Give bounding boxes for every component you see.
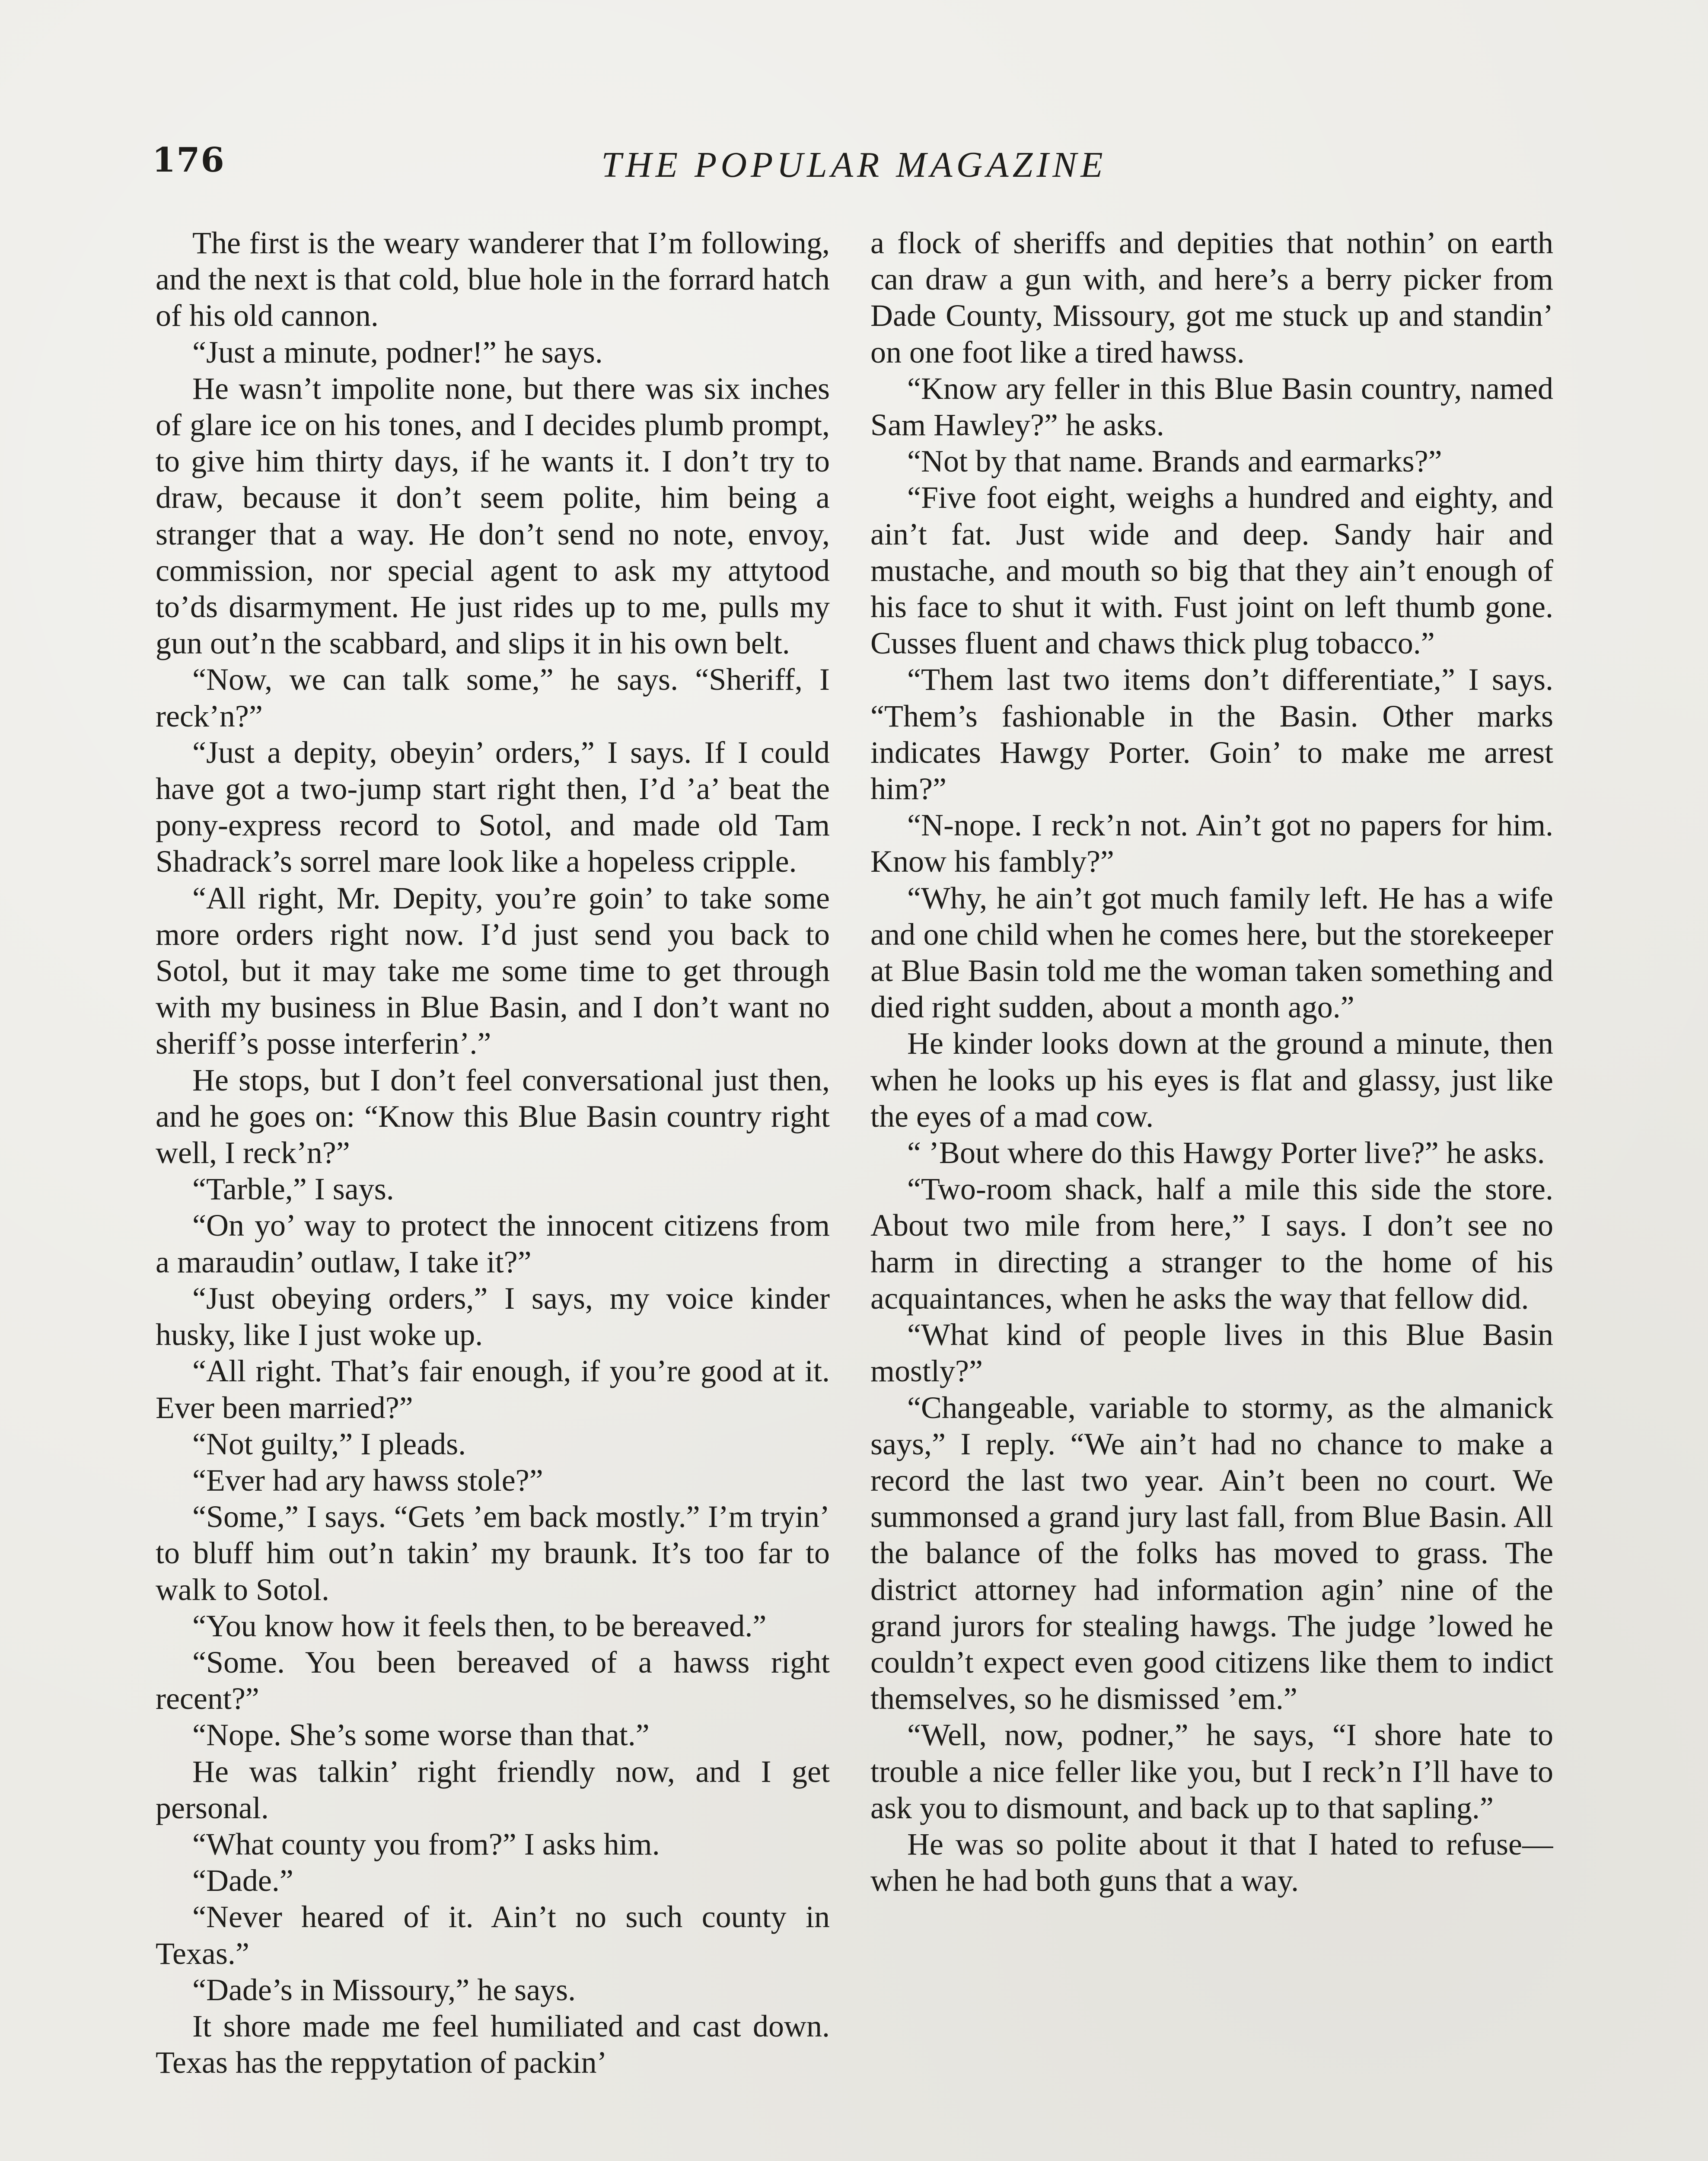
paragraph: “Nope. She’s some worse than that.”	[192, 1718, 650, 1753]
left-column	[156, 225, 830, 2161]
paragraph: “Five foot eight, weighs a hundred and eighty, and ain’t fat. Just wide and deep. Sandy hair and mustache, and mouth so big that they ain’t enough of his face to shut it with. Fust joint on left thumb gone. Cusses fluent and chaws thick plug tobacco.”	[870, 480, 1553, 661]
paragraph: “ ’Bout where do this Hawgy Porter live?” he asks.	[907, 1135, 1545, 1170]
paragraph: “Just a depity, obeyin’ orders,” I says. If I could have got a two-jump start right then, I’d ’a’ beat the pony-express record to Sotol, and made old Tam Shadrack’s sorrel mare look like a hopeless cripple.	[156, 735, 830, 879]
paragraph: “Just a minute, podner!” he says.	[192, 335, 603, 370]
paragraph: “Changeable, variable to stormy, as the almanick says,” I reply. “We ain’t had no chance to make a record the last two year. Ain’t been no court. We summonsed a grand jury last fall, from Blue Basin. All the balance of the folks has moved to grass. The district attorney had information agin’ nine of the grand jurors for stealing hawgs. The judge ’lowed he couldn’t expect even good citizens like them to indict themselves, so he dismissed ’em.”	[870, 1390, 1553, 1716]
paragraph: The first is the weary wanderer that I’m following, and the next is that cold, blue hole in the forrard hatch of his old cannon.	[156, 226, 830, 333]
paragraph: “Some,” I says. “Gets ’em back mostly.” I’m tryin’ to bluff him out’n takin’ my braunk. It’s too far to walk to Sotol.	[156, 1499, 830, 1607]
paragraph: “Dade.”	[192, 1863, 293, 1898]
paragraph: He was talkin’ right friendly now, and I get personal.	[156, 1754, 830, 1825]
right-column	[870, 225, 1553, 2161]
paragraph: “All right. That’s fair enough, if you’re good at it. Ever been married?”	[156, 1354, 830, 1425]
running-title: THE POPULAR MAGAZINE	[601, 145, 1107, 185]
paragraph: “Know ary feller in this Blue Basin country, named Sam Hawley?” he asks.	[870, 371, 1553, 443]
paragraph: “Dade’s in Missoury,” he says.	[192, 1972, 576, 2007]
paragraph: “What county you from?” I asks him.	[192, 1826, 660, 1861]
paragraph: “Not guilty,” I pleads.	[192, 1426, 466, 1461]
paragraph: “Two-room shack, half a mile this side the store. About two mile from here,” I says. I don’t see no harm in directing a stranger to the home of his acquaintances, when he asks the way that fellow did.	[870, 1172, 1553, 1316]
paragraph: “N-nope. I reck’n not. Ain’t got no papers for him. Know his fambly?”	[870, 808, 1553, 879]
paragraph: He stops, but I don’t feel conversational just then, and he goes on: “Know this Blue Basin country right well, I reck’n?”	[156, 1062, 830, 1170]
paragraph: “Now, we can talk some,” he says. “Sheriff, I reck’n?”	[156, 662, 830, 733]
paragraph: “Some. You been bereaved of a hawss right recent?”	[156, 1645, 830, 1716]
paragraph: He kinder looks down at the ground a minute, then when he looks up his eyes is flat and glassy, just like the eyes of a mad cow.	[870, 1026, 1553, 1134]
paragraph: “Never heared of it. Ain’t no such county in Texas.”	[156, 1900, 830, 1971]
paragraph: “Not by that name. Brands and earmarks?”	[907, 444, 1442, 479]
paragraph: “Well, now, podner,” he says, “I shore hate to trouble a nice feller like you, but I reck’n I’ll have to ask you to dismount, and back up to that sapling.”	[870, 1718, 1553, 1825]
paragraph: “Ever had ary hawss stole?”	[192, 1463, 543, 1498]
paragraph: “On yo’ way to protect the innocent citizens from a maraudin’ outlaw, I take it?”	[156, 1208, 830, 1279]
paragraph-continued: a flock of sheriffs and depities that nothin’ on earth can draw a gun with, and here’s a berry picker from Dade County, Missoury, got me stuck up and standin’ on one foot like a tired hawss.	[870, 226, 1553, 370]
paragraph: “Tarble,” I says.	[192, 1172, 394, 1207]
paragraph: “You know how it feels then, to be bereaved.”	[192, 1608, 767, 1643]
page-number: 176	[152, 140, 225, 180]
paragraph: “All right, Mr. Depity, you’re goin’ to take some more orders right now. I’d just send you back to Sotol, but it may take me some time to get through with my business in Blue Basin, and I don’t want no sheriff’s posse interferin’.”	[156, 880, 830, 1061]
paragraph: “Them last two items don’t differentiate,” I says. “Them’s fashionable in the Basin. Other marks indicates Hawgy Porter. Goin’ to make me arrest him?”	[870, 662, 1553, 806]
paragraph: “What kind of people lives in this Blue Basin mostly?”	[870, 1317, 1553, 1389]
paragraph: It shore made me feel humiliated and cast down. Texas has the reppytation of packin’	[156, 2008, 830, 2080]
paragraph: He was so polite about it that I hated to refuse—when he had both guns that a way.	[870, 1826, 1553, 1898]
paragraph: He wasn’t impolite none, but there was six inches of glare ice on his tones, and I decides plumb prompt, to give him thirty days, if he wants it. I don’t try to draw, because it don’t seem polite, him being a stranger that a way. He don’t send no note, envoy, commission, nor special agent to ask my attytood to’ds disarmyment. He just rides up to me, pulls my gun out’n the scabbard, and slips it in his own belt.	[156, 371, 830, 661]
paragraph: “Why, he ain’t got much family left. He has a wife and one child when he comes here, but the storekeeper at Blue Basin told me the woman taken something and died right sudden, about a month ago.”	[870, 880, 1553, 1025]
paragraph: “Just obeying orders,” I says, my voice kinder husky, like I just woke up.	[156, 1281, 830, 1352]
